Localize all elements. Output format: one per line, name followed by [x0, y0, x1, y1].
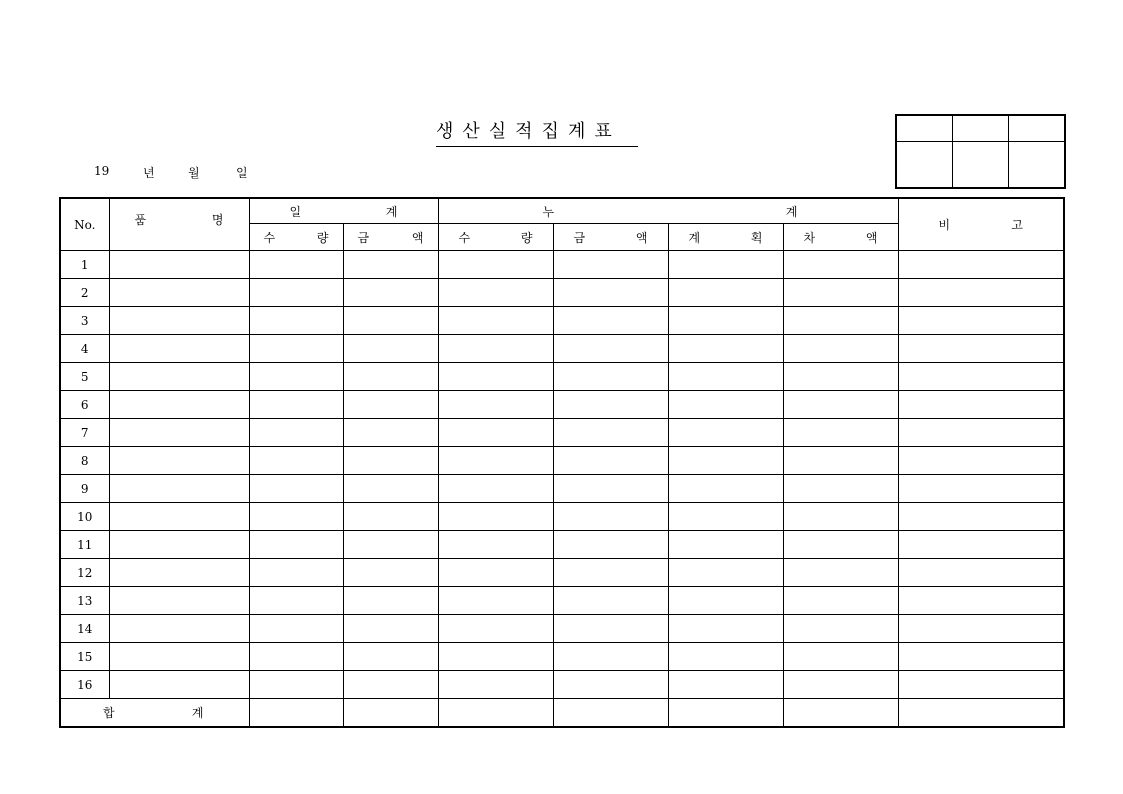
total-cell[interactable]	[438, 699, 553, 728]
total-cell[interactable]	[783, 699, 898, 728]
data-cell[interactable]	[553, 475, 668, 503]
table-row	[60, 531, 1064, 559]
header-cum-amount: 금 액	[553, 224, 668, 251]
table-row	[60, 447, 1064, 475]
data-cell[interactable]	[783, 447, 898, 475]
row-number: 16	[60, 671, 109, 699]
year-label: 년	[143, 166, 155, 180]
data-cell[interactable]	[343, 279, 438, 307]
data-cell[interactable]	[898, 251, 1064, 279]
data-cell[interactable]	[109, 307, 249, 335]
approval-cell[interactable]	[953, 142, 1009, 189]
data-cell[interactable]	[343, 251, 438, 279]
data-cell[interactable]	[553, 615, 668, 643]
data-cell[interactable]	[438, 251, 553, 279]
data-cell[interactable]	[249, 559, 343, 587]
row-number: 12	[60, 559, 109, 587]
data-cell[interactable]	[783, 587, 898, 615]
data-cell[interactable]	[109, 419, 249, 447]
table-row	[60, 643, 1064, 671]
data-cell[interactable]	[783, 531, 898, 559]
total-cell[interactable]	[343, 699, 438, 728]
data-cell[interactable]	[898, 559, 1064, 587]
data-cell[interactable]	[438, 531, 553, 559]
table-row	[60, 251, 1064, 279]
approval-cell[interactable]	[896, 142, 953, 189]
data-cell[interactable]	[343, 307, 438, 335]
data-cell[interactable]	[553, 559, 668, 587]
table-row	[60, 419, 1064, 447]
data-cell[interactable]	[668, 335, 783, 363]
data-cell[interactable]	[249, 587, 343, 615]
data-cell[interactable]	[668, 391, 783, 419]
data-cell[interactable]	[553, 279, 668, 307]
data-cell[interactable]	[109, 335, 249, 363]
data-cell[interactable]	[668, 475, 783, 503]
row-number: 4	[60, 335, 109, 363]
data-cell[interactable]	[438, 307, 553, 335]
data-cell[interactable]	[109, 503, 249, 531]
data-cell[interactable]	[783, 643, 898, 671]
row-number: 15	[60, 643, 109, 671]
data-cell[interactable]	[898, 307, 1064, 335]
data-cell[interactable]	[109, 615, 249, 643]
table-row	[60, 587, 1064, 615]
data-cell[interactable]	[668, 251, 783, 279]
data-cell[interactable]	[438, 643, 553, 671]
row-number: 8	[60, 447, 109, 475]
table-row	[60, 363, 1064, 391]
data-cell[interactable]	[109, 587, 249, 615]
data-cell[interactable]	[249, 671, 343, 699]
header-daily-amount: 금 액	[343, 224, 438, 251]
header-no: No.	[60, 198, 109, 251]
table-row	[60, 279, 1064, 307]
data-cell[interactable]	[553, 307, 668, 335]
data-cell[interactable]	[668, 559, 783, 587]
data-cell[interactable]	[783, 363, 898, 391]
data-cell[interactable]	[343, 503, 438, 531]
day-label: 일	[236, 166, 248, 180]
data-cell[interactable]	[249, 251, 343, 279]
data-cell[interactable]	[438, 671, 553, 699]
data-cell[interactable]	[783, 279, 898, 307]
data-cell[interactable]	[668, 307, 783, 335]
data-cell[interactable]	[438, 559, 553, 587]
data-cell[interactable]	[553, 503, 668, 531]
row-number: 10	[60, 503, 109, 531]
header-product: 품 명	[109, 198, 249, 251]
data-cell[interactable]	[898, 671, 1064, 699]
data-cell[interactable]	[109, 475, 249, 503]
data-cell[interactable]	[783, 671, 898, 699]
data-cell[interactable]	[898, 363, 1064, 391]
data-cell[interactable]	[783, 251, 898, 279]
row-number: 13	[60, 587, 109, 615]
data-cell[interactable]	[898, 279, 1064, 307]
row-number: 2	[60, 279, 109, 307]
data-cell[interactable]	[109, 447, 249, 475]
data-cell[interactable]	[438, 615, 553, 643]
table-row	[60, 671, 1064, 699]
data-cell[interactable]	[109, 363, 249, 391]
data-cell[interactable]	[553, 531, 668, 559]
data-cell[interactable]	[783, 419, 898, 447]
data-cell[interactable]	[898, 447, 1064, 475]
data-cell[interactable]	[898, 503, 1064, 531]
data-cell[interactable]	[343, 587, 438, 615]
total-cell[interactable]	[249, 699, 343, 728]
header-cum-quantity: 수 량	[438, 224, 553, 251]
data-cell[interactable]	[668, 447, 783, 475]
data-cell[interactable]	[553, 447, 668, 475]
data-cell[interactable]	[343, 335, 438, 363]
approval-cell[interactable]	[1009, 115, 1066, 142]
data-cell[interactable]	[438, 587, 553, 615]
total-cell[interactable]	[668, 699, 783, 728]
data-cell[interactable]	[249, 503, 343, 531]
data-cell[interactable]	[438, 335, 553, 363]
row-number: 3	[60, 307, 109, 335]
header-cumulative: 누 계	[438, 198, 898, 224]
table-row	[60, 335, 1064, 363]
data-cell[interactable]	[898, 531, 1064, 559]
total-label: 합 계	[60, 699, 249, 728]
data-cell[interactable]	[668, 503, 783, 531]
approval-cell[interactable]	[896, 115, 953, 142]
data-cell[interactable]	[783, 335, 898, 363]
approval-box	[895, 114, 1066, 189]
data-cell[interactable]	[438, 419, 553, 447]
data-cell[interactable]	[438, 391, 553, 419]
data-cell[interactable]	[438, 475, 553, 503]
data-cell[interactable]	[249, 643, 343, 671]
data-cell[interactable]	[783, 475, 898, 503]
total-cell[interactable]	[553, 699, 668, 728]
data-cell[interactable]	[668, 643, 783, 671]
approval-cell[interactable]	[1009, 142, 1066, 189]
table-row	[60, 503, 1064, 531]
data-cell[interactable]	[109, 531, 249, 559]
data-cell[interactable]	[553, 643, 668, 671]
table-row	[60, 391, 1064, 419]
data-cell[interactable]	[438, 363, 553, 391]
data-cell[interactable]	[898, 419, 1064, 447]
header-daily: 일 계	[249, 198, 438, 224]
data-cell[interactable]	[553, 587, 668, 615]
data-cell[interactable]	[438, 447, 553, 475]
data-cell[interactable]	[898, 335, 1064, 363]
data-cell[interactable]	[553, 335, 668, 363]
data-cell[interactable]	[109, 391, 249, 419]
data-cell[interactable]	[668, 615, 783, 643]
data-cell[interactable]	[109, 251, 249, 279]
data-cell[interactable]	[343, 363, 438, 391]
data-cell[interactable]	[553, 671, 668, 699]
data-cell[interactable]	[783, 391, 898, 419]
approval-cell[interactable]	[953, 115, 1009, 142]
data-cell[interactable]	[109, 671, 249, 699]
data-cell[interactable]	[343, 643, 438, 671]
data-cell[interactable]	[249, 447, 343, 475]
data-cell[interactable]	[343, 391, 438, 419]
data-cell[interactable]	[249, 419, 343, 447]
header-remarks: 비 고	[898, 198, 1064, 251]
data-cell[interactable]	[343, 419, 438, 447]
data-cell[interactable]	[249, 615, 343, 643]
data-cell[interactable]	[249, 335, 343, 363]
data-cell[interactable]	[553, 251, 668, 279]
data-cell[interactable]	[438, 503, 553, 531]
data-cell[interactable]	[668, 671, 783, 699]
data-cell[interactable]	[438, 279, 553, 307]
data-cell[interactable]	[343, 671, 438, 699]
data-cell[interactable]	[553, 419, 668, 447]
data-cell[interactable]	[109, 643, 249, 671]
page-title: 생산실적집계표	[436, 117, 638, 147]
data-cell[interactable]	[668, 419, 783, 447]
row-number: 6	[60, 391, 109, 419]
data-cell[interactable]	[109, 559, 249, 587]
table-row	[60, 307, 1064, 335]
row-number: 9	[60, 475, 109, 503]
data-cell[interactable]	[783, 559, 898, 587]
header-difference: 차 액	[783, 224, 898, 251]
data-cell[interactable]	[249, 391, 343, 419]
table-row	[60, 615, 1064, 643]
table-row	[60, 559, 1064, 587]
data-cell[interactable]	[249, 531, 343, 559]
data-cell[interactable]	[249, 363, 343, 391]
data-cell[interactable]	[343, 559, 438, 587]
data-cell[interactable]	[898, 643, 1064, 671]
row-number: 5	[60, 363, 109, 391]
row-number: 7	[60, 419, 109, 447]
data-cell[interactable]	[668, 279, 783, 307]
data-cell[interactable]	[783, 307, 898, 335]
data-cell[interactable]	[553, 391, 668, 419]
row-number: 14	[60, 615, 109, 643]
data-cell[interactable]	[783, 615, 898, 643]
data-cell[interactable]	[109, 279, 249, 307]
data-cell[interactable]	[668, 363, 783, 391]
data-cell[interactable]	[783, 503, 898, 531]
year-value: 19	[94, 164, 110, 178]
data-cell[interactable]	[668, 587, 783, 615]
header-plan: 계 획	[668, 224, 783, 251]
data-cell[interactable]	[249, 475, 343, 503]
data-cell[interactable]	[898, 391, 1064, 419]
data-cell[interactable]	[898, 587, 1064, 615]
data-cell[interactable]	[343, 531, 438, 559]
data-cell[interactable]	[343, 615, 438, 643]
data-cell[interactable]	[668, 531, 783, 559]
data-cell[interactable]	[898, 615, 1064, 643]
data-cell[interactable]	[249, 307, 343, 335]
row-number: 11	[60, 531, 109, 559]
data-cell[interactable]	[343, 447, 438, 475]
data-cell[interactable]	[553, 363, 668, 391]
production-table	[59, 197, 1065, 728]
row-number: 1	[60, 251, 109, 279]
data-cell[interactable]	[898, 475, 1064, 503]
total-cell[interactable]	[898, 699, 1064, 728]
month-label: 월	[188, 166, 200, 180]
data-cell[interactable]	[249, 279, 343, 307]
table-row	[60, 475, 1064, 503]
data-cell[interactable]	[343, 475, 438, 503]
header-daily-quantity: 수 량	[249, 224, 343, 251]
